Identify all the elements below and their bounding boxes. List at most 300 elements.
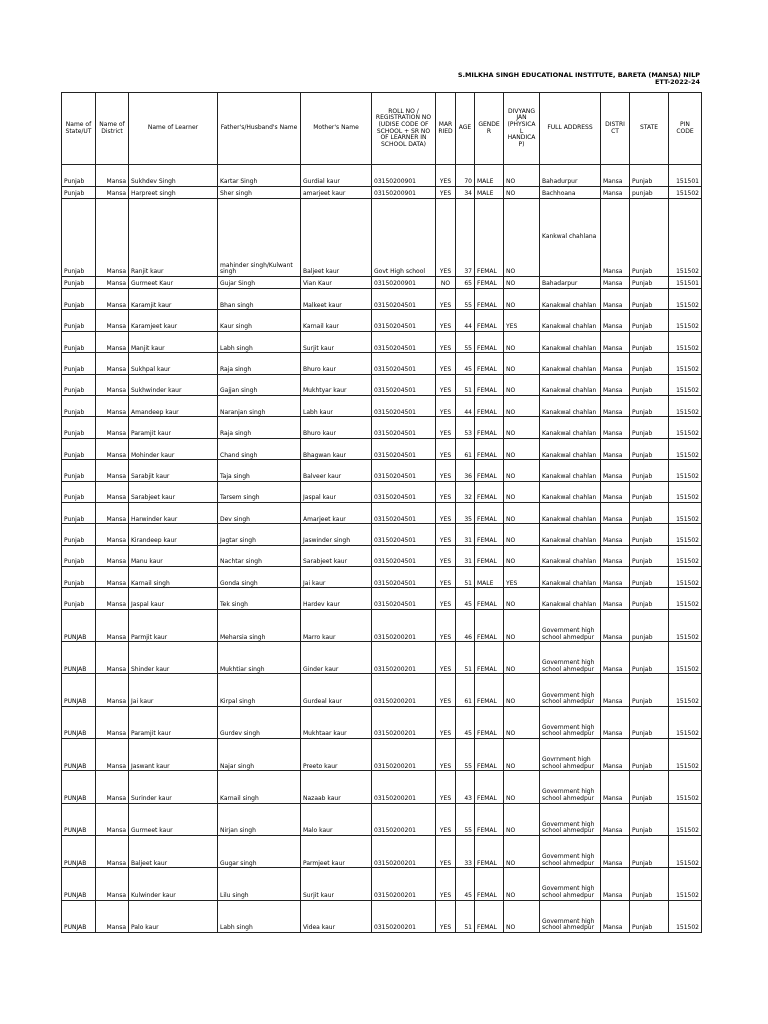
state-cell: Punjab <box>62 545 96 566</box>
district-cell: Mansa <box>96 438 129 459</box>
table-row <box>62 289 702 310</box>
address-cell: Kanakwal chahlan <box>540 353 601 374</box>
mother-name-cell: Malkeet kaur <box>301 289 372 310</box>
address-cell: Bachhoana <box>540 187 601 199</box>
address-state-cell: Punjab <box>630 438 669 459</box>
married-cell: YES <box>436 165 456 187</box>
address-district-cell: Mansa <box>601 739 630 771</box>
roll-no-cell: 03150200201 <box>372 868 436 900</box>
state-cell: PUNJAB <box>62 642 96 674</box>
address-state-cell: Punjab <box>630 417 669 438</box>
address-district-cell: Mansa <box>601 353 630 374</box>
roll-no-cell: 03150204501 <box>372 310 436 331</box>
table-row <box>62 835 702 867</box>
table-row <box>62 165 702 187</box>
pin-code-cell: 151502 <box>669 900 702 932</box>
state-cell: Punjab <box>62 460 96 481</box>
mother-name-cell: Jai kaur <box>301 567 372 588</box>
address-cell: Kanakwal chahlan <box>540 460 601 481</box>
married-cell: YES <box>436 609 456 641</box>
mother-name-cell: Bhagwan kaur <box>301 438 372 459</box>
mother-name-cell: Hardev kaur <box>301 588 372 609</box>
address-state-cell: Punjab <box>630 835 669 867</box>
age-cell: 45 <box>456 868 475 900</box>
age-cell: 45 <box>456 706 475 738</box>
col-header: DISTRI CT <box>601 93 630 165</box>
table-row <box>62 502 702 523</box>
father-name-cell: Meharsia singh <box>218 609 301 641</box>
divyang-cell: NO <box>504 353 540 374</box>
state-cell: Punjab <box>62 438 96 459</box>
table-row <box>62 900 702 932</box>
age-cell: 31 <box>456 545 475 566</box>
address-state-cell: Punjab <box>630 868 669 900</box>
learner-name-cell: Kirandeep kaur <box>129 524 218 545</box>
learner-name-cell: Shinder kaur <box>129 642 218 674</box>
age-cell: 33 <box>456 835 475 867</box>
address-district-cell: Mansa <box>601 481 630 502</box>
learner-name-cell: Paramjit kaur <box>129 417 218 438</box>
mother-name-cell: Sarabjeet kaur <box>301 545 372 566</box>
gender-cell: FEMAL <box>475 502 504 523</box>
pin-code-cell: 151502 <box>669 481 702 502</box>
state-cell: PUNJAB <box>62 609 96 641</box>
gender-cell: FEMAL <box>475 609 504 641</box>
divyang-cell: NO <box>504 165 540 187</box>
married-cell: YES <box>436 481 456 502</box>
address-district-cell: Mansa <box>601 674 630 706</box>
father-name-cell: Nachtar singh <box>218 545 301 566</box>
divyang-cell: NO <box>504 460 540 481</box>
pin-code-cell: 151502 <box>669 331 702 352</box>
state-cell: Punjab <box>62 289 96 310</box>
address-state-cell: Punjab <box>630 199 669 277</box>
roll-no-cell: 03150200201 <box>372 706 436 738</box>
address-cell: Kanakwal chahlan <box>540 310 601 331</box>
address-state-cell: Punjab <box>630 165 669 187</box>
roll-no-cell: 03150204501 <box>372 460 436 481</box>
address-district-cell: Mansa <box>601 460 630 481</box>
age-cell: 70 <box>456 165 475 187</box>
married-cell: YES <box>436 739 456 771</box>
pin-code-cell: 151502 <box>669 567 702 588</box>
address-cell: Kanakwal chahlan <box>540 567 601 588</box>
address-state-cell: Punjab <box>630 588 669 609</box>
married-cell: YES <box>436 438 456 459</box>
state-cell: Punjab <box>62 353 96 374</box>
address-district-cell: Mansa <box>601 803 630 835</box>
age-cell: 34 <box>456 187 475 199</box>
roll-no-cell: 03150204501 <box>372 481 436 502</box>
roll-no-cell: 03150200201 <box>372 771 436 803</box>
address-cell: Government high school ahmedpur <box>540 706 601 738</box>
pin-code-cell: 151502 <box>669 803 702 835</box>
address-state-cell: Punjab <box>630 353 669 374</box>
married-cell: YES <box>436 310 456 331</box>
pin-code-cell: 151502 <box>669 706 702 738</box>
pin-code-cell: 151502 <box>669 374 702 395</box>
divyang-cell: NO <box>504 642 540 674</box>
address-cell: Kanakwal chahlan <box>540 502 601 523</box>
address-cell: Government high school ahmedpur <box>540 803 601 835</box>
pin-code-cell: 151502 <box>669 835 702 867</box>
address-cell: Bahadurpur <box>540 165 601 187</box>
address-cell: Kankwal chahlana <box>540 199 601 277</box>
roll-no-cell: 03150204501 <box>372 417 436 438</box>
district-cell: Mansa <box>96 289 129 310</box>
learner-name-cell: Amandeep kaur <box>129 395 218 416</box>
mother-name-cell: Marro kaur <box>301 609 372 641</box>
married-cell: YES <box>436 374 456 395</box>
address-district-cell: Mansa <box>601 524 630 545</box>
divyang-cell: NO <box>504 481 540 502</box>
district-cell: Mansa <box>96 277 129 289</box>
age-cell: 44 <box>456 310 475 331</box>
table-row <box>62 524 702 545</box>
pin-code-cell: 151502 <box>669 353 702 374</box>
address-district-cell: Mansa <box>601 395 630 416</box>
mother-name-cell: Surjit kaur <box>301 331 372 352</box>
age-cell: 51 <box>456 567 475 588</box>
state-cell: Punjab <box>62 395 96 416</box>
table-row <box>62 803 702 835</box>
table-row <box>62 609 702 641</box>
address-cell: Government high school ahmedpur <box>540 900 601 932</box>
col-header: AGE <box>456 93 475 165</box>
address-state-cell: Punjab <box>630 395 669 416</box>
roll-no-cell: Govt High school <box>372 199 436 277</box>
district-cell: Mansa <box>96 739 129 771</box>
mother-name-cell: Gurdial kaur <box>301 165 372 187</box>
address-district-cell: Mansa <box>601 900 630 932</box>
gender-cell: FEMAL <box>475 199 504 277</box>
roll-no-cell: 03150200901 <box>372 187 436 199</box>
father-name-cell: Nirjan singh <box>218 803 301 835</box>
father-name-cell: Kirpal singh <box>218 674 301 706</box>
married-cell: YES <box>436 331 456 352</box>
address-district-cell: Mansa <box>601 771 630 803</box>
state-cell: PUNJAB <box>62 706 96 738</box>
pin-code-cell: 151502 <box>669 417 702 438</box>
mother-name-cell: Surjit kaur <box>301 868 372 900</box>
district-cell: Mansa <box>96 674 129 706</box>
father-name-cell: Lilu singh <box>218 868 301 900</box>
pin-code-cell: 151502 <box>669 187 702 199</box>
address-state-cell: Punjab <box>630 771 669 803</box>
mother-name-cell: Karnail kaur <box>301 310 372 331</box>
address-district-cell: Mansa <box>601 502 630 523</box>
learner-name-cell: Jai kaur <box>129 674 218 706</box>
age-cell: 51 <box>456 900 475 932</box>
district-cell: Mansa <box>96 835 129 867</box>
table-row <box>62 331 702 352</box>
table-row <box>62 706 702 738</box>
married-cell: YES <box>436 460 456 481</box>
address-district-cell: Mansa <box>601 835 630 867</box>
address-cell: Kanakwal chahlan <box>540 588 601 609</box>
col-header: Name of Learner <box>129 93 218 165</box>
learner-name-cell: Sukhwinder kaur <box>129 374 218 395</box>
table-row <box>62 481 702 502</box>
district-cell: Mansa <box>96 395 129 416</box>
mother-name-cell: Balveer kaur <box>301 460 372 481</box>
learner-name-cell: Gurmeet Kaur <box>129 277 218 289</box>
address-district-cell: Mansa <box>601 187 630 199</box>
roll-no-cell: 03150204501 <box>372 567 436 588</box>
father-name-cell: Mukhtiar singh <box>218 642 301 674</box>
address-cell: Kanakwal chahlan <box>540 374 601 395</box>
address-district-cell: Mansa <box>601 417 630 438</box>
learner-name-cell: Manu kaur <box>129 545 218 566</box>
married-cell: YES <box>436 502 456 523</box>
gender-cell: MALE <box>475 165 504 187</box>
state-cell: Punjab <box>62 524 96 545</box>
address-state-cell: Punjab <box>630 642 669 674</box>
divyang-cell: NO <box>504 289 540 310</box>
learner-name-cell: Harwinder kaur <box>129 502 218 523</box>
married-cell: YES <box>436 395 456 416</box>
learner-name-cell: Jaspal kaur <box>129 588 218 609</box>
roll-no-cell: 03150204501 <box>372 353 436 374</box>
learner-name-cell: Manjit kaur <box>129 331 218 352</box>
roll-no-cell: 03150200201 <box>372 739 436 771</box>
district-cell: Mansa <box>96 524 129 545</box>
pin-code-cell: 151502 <box>669 310 702 331</box>
divyang-cell: NO <box>504 524 540 545</box>
address-district-cell: Mansa <box>601 868 630 900</box>
gender-cell: FEMAL <box>475 588 504 609</box>
father-name-cell: Najar singh <box>218 739 301 771</box>
married-cell: YES <box>436 353 456 374</box>
col-header: Father's/Husband's Name <box>218 93 301 165</box>
address-state-cell: Punjab <box>630 524 669 545</box>
table-row <box>62 374 702 395</box>
learner-name-cell: Jaswant kaur <box>129 739 218 771</box>
learner-name-cell: Karnail singh <box>129 567 218 588</box>
state-cell: Punjab <box>62 310 96 331</box>
divyang-cell: NO <box>504 395 540 416</box>
roll-no-cell: 03150204501 <box>372 395 436 416</box>
father-name-cell: Tek singh <box>218 588 301 609</box>
learner-name-cell: Karamjit kaur <box>129 289 218 310</box>
father-name-cell: Sher singh <box>218 187 301 199</box>
roll-no-cell: 03150204501 <box>372 331 436 352</box>
age-cell: 37 <box>456 199 475 277</box>
mother-name-cell: Gurdeal kaur <box>301 674 372 706</box>
gender-cell: FEMAL <box>475 417 504 438</box>
address-state-cell: Punjab <box>630 310 669 331</box>
col-header: Name of District <box>96 93 129 165</box>
pin-code-cell: 151502 <box>669 868 702 900</box>
divyang-cell: NO <box>504 199 540 277</box>
divyang-cell: NO <box>504 277 540 289</box>
gender-cell: FEMAL <box>475 289 504 310</box>
roll-no-cell: 03150204501 <box>372 289 436 310</box>
address-cell: Kanakwal chahlan <box>540 289 601 310</box>
state-cell: Punjab <box>62 417 96 438</box>
district-cell: Mansa <box>96 706 129 738</box>
gender-cell: FEMAL <box>475 706 504 738</box>
address-state-cell: Punjab <box>630 739 669 771</box>
table-row <box>62 353 702 374</box>
learner-name-cell: Palo kaur <box>129 900 218 932</box>
divyang-cell: NO <box>504 438 540 459</box>
address-state-cell: Punjab <box>630 277 669 289</box>
table-row <box>62 868 702 900</box>
divyang-cell: YES <box>504 310 540 331</box>
divyang-cell: NO <box>504 502 540 523</box>
district-cell: Mansa <box>96 771 129 803</box>
address-cell: Kanakwal chahlan <box>540 331 601 352</box>
learner-name-cell: Harpreet singh <box>129 187 218 199</box>
gender-cell: FEMAL <box>475 331 504 352</box>
table-row <box>62 310 702 331</box>
married-cell: YES <box>436 868 456 900</box>
mother-name-cell: Videa kaur <box>301 900 372 932</box>
divyang-cell: NO <box>504 331 540 352</box>
table-row <box>62 545 702 566</box>
district-cell: Mansa <box>96 417 129 438</box>
state-cell: Punjab <box>62 331 96 352</box>
learner-name-cell: Sarabjit kaur <box>129 460 218 481</box>
father-name-cell: Taja singh <box>218 460 301 481</box>
age-cell: 36 <box>456 460 475 481</box>
address-cell: Govrnment high school ahmedpur <box>540 739 601 771</box>
learner-name-cell: Paramjit kaur <box>129 706 218 738</box>
address-state-cell: Punjab <box>630 545 669 566</box>
gender-cell: FEMAL <box>475 374 504 395</box>
table-row <box>62 187 702 199</box>
pin-code-cell: 151502 <box>669 609 702 641</box>
address-cell: Government high school ahmedpur <box>540 642 601 674</box>
roll-no-cell: 03150200201 <box>372 900 436 932</box>
mother-name-cell: Preeto kaur <box>301 739 372 771</box>
father-name-cell: Karnail singh <box>218 771 301 803</box>
address-cell: Government high school ahmedpur <box>540 674 601 706</box>
address-cell: Kanakwal chahlan <box>540 481 601 502</box>
district-cell: Mansa <box>96 374 129 395</box>
roll-no-cell: 03150200901 <box>372 165 436 187</box>
roll-no-cell: 03150204501 <box>372 502 436 523</box>
address-state-cell: Punjab <box>630 502 669 523</box>
gender-cell: FEMAL <box>475 771 504 803</box>
address-district-cell: Mansa <box>601 310 630 331</box>
address-state-cell: Punjab <box>630 803 669 835</box>
mother-name-cell: Mukhtyar kaur <box>301 374 372 395</box>
gender-cell: FEMAL <box>475 524 504 545</box>
married-cell: YES <box>436 567 456 588</box>
address-district-cell: Mansa <box>601 588 630 609</box>
married-cell: YES <box>436 642 456 674</box>
married-cell: YES <box>436 803 456 835</box>
learner-name-cell: Karamjeet kaur <box>129 310 218 331</box>
father-name-cell: mahinder singh/Kulwant singh <box>218 199 301 277</box>
address-state-cell: Punjab <box>630 374 669 395</box>
divyang-cell: NO <box>504 835 540 867</box>
gender-cell: FEMAL <box>475 395 504 416</box>
mother-name-cell: Ginder kaur <box>301 642 372 674</box>
divyang-cell: NO <box>504 417 540 438</box>
age-cell: 61 <box>456 674 475 706</box>
married-cell: YES <box>436 417 456 438</box>
address-cell: Kanakwal chahlan <box>540 395 601 416</box>
district-cell: Mansa <box>96 900 129 932</box>
pin-code-cell: 151502 <box>669 674 702 706</box>
mother-name-cell: Bhuro kaur <box>301 353 372 374</box>
father-name-cell: Gurdev singh <box>218 706 301 738</box>
state-cell: PUNJAB <box>62 868 96 900</box>
father-name-cell: Kartar Singh <box>218 165 301 187</box>
father-name-cell: Chand singh <box>218 438 301 459</box>
age-cell: 46 <box>456 609 475 641</box>
state-cell: Punjab <box>62 165 96 187</box>
pin-code-cell: 151502 <box>669 502 702 523</box>
address-cell: Government high school ahmedpur <box>540 609 601 641</box>
pin-code-cell: 151502 <box>669 438 702 459</box>
roll-no-cell: 03150200201 <box>372 803 436 835</box>
address-district-cell: Mansa <box>601 277 630 289</box>
learner-name-cell: Gurmeet kaur <box>129 803 218 835</box>
age-cell: 55 <box>456 803 475 835</box>
state-cell: Punjab <box>62 187 96 199</box>
father-name-cell: Naranjan singh <box>218 395 301 416</box>
gender-cell: FEMAL <box>475 868 504 900</box>
state-cell: Punjab <box>62 277 96 289</box>
table-header-row <box>62 93 702 165</box>
mother-name-cell: Nazaab kaur <box>301 771 372 803</box>
divyang-cell: NO <box>504 803 540 835</box>
divyang-cell: NO <box>504 739 540 771</box>
father-name-cell: Gajjan singh <box>218 374 301 395</box>
father-name-cell: Gonda singh <box>218 567 301 588</box>
col-header: MAR RIED <box>436 93 456 165</box>
learner-name-cell: Kulwinder kaur <box>129 868 218 900</box>
mother-name-cell: Mukhtaar kaur <box>301 706 372 738</box>
age-cell: 55 <box>456 331 475 352</box>
married-cell: YES <box>436 187 456 199</box>
mother-name-cell: Labh kaur <box>301 395 372 416</box>
address-state-cell: Punjab <box>630 460 669 481</box>
age-cell: 65 <box>456 277 475 289</box>
pin-code-cell: 151502 <box>669 545 702 566</box>
father-name-cell: Bhan singh <box>218 289 301 310</box>
col-header: STATE <box>630 93 669 165</box>
learner-table <box>61 92 702 933</box>
married-cell: YES <box>436 674 456 706</box>
district-cell: Mansa <box>96 803 129 835</box>
mother-name-cell: Malo kaur <box>301 803 372 835</box>
table-body <box>62 165 702 933</box>
mother-name-cell: Jaswinder singh <box>301 524 372 545</box>
learner-name-cell: Mohinder kaur <box>129 438 218 459</box>
married-cell: NO <box>436 277 456 289</box>
address-cell: Government high school ahmedpur <box>540 868 601 900</box>
gender-cell: FEMAL <box>475 642 504 674</box>
district-cell: Mansa <box>96 310 129 331</box>
gender-cell: FEMAL <box>475 277 504 289</box>
father-name-cell: Labh singh <box>218 331 301 352</box>
father-name-cell: Dev singh <box>218 502 301 523</box>
address-state-cell: Punjab <box>630 289 669 310</box>
father-name-cell: Raja singh <box>218 417 301 438</box>
address-cell: Government high school ahmedpur <box>540 771 601 803</box>
gender-cell: FEMAL <box>475 900 504 932</box>
pin-code-cell: 151501 <box>669 165 702 187</box>
state-cell: Punjab <box>62 567 96 588</box>
address-cell: Kanakwal chahlan <box>540 545 601 566</box>
roll-no-cell: 03150200201 <box>372 674 436 706</box>
age-cell: 32 <box>456 481 475 502</box>
